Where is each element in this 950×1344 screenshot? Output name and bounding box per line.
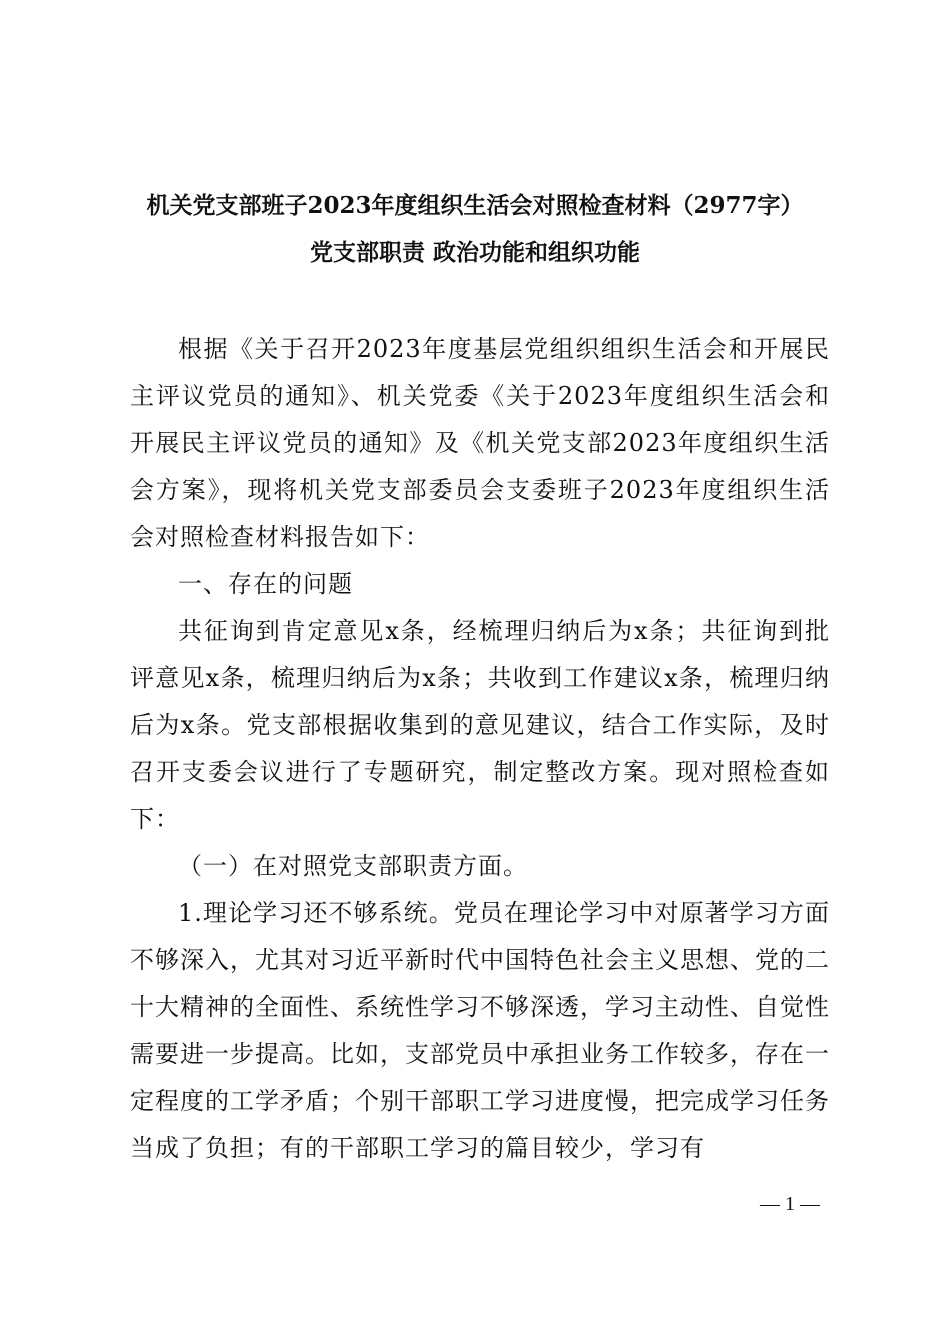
item-paragraph-theory-study: 1.理论学习还不够系统。党员在理论学习中对原著学习方面不够深入，尤其对习近平新时代中国特色社会主义思想、党的二十大精神的全面性、系统性学习不够深透，学习主动性、自觉性需要进一步提高。比如，支部党员中承担业务工作较多，存在一定程度的工学矛盾；个别干部职工学习进度慢，把完成学习任务当成了负担；有的干部职工学习的篇目较少，学习有 <box>130 899 830 1162</box>
subsection-heading-duties: （一）在对照党支部职责方面。 <box>178 852 528 880</box>
page-number: — 1 — <box>760 1193 820 1215</box>
document-subtitle: 党支部职责 政治功能和组织功能 <box>309 239 640 266</box>
section-heading-problems: 一、存在的问题 <box>178 570 353 598</box>
document-body <box>130 326 830 1172</box>
intro-paragraph: 根据《关于召开2023年度基层党组织组织生活会和开展民主评议党员的通知》、机关党委《关于2023年度组织生活会和开展民主评议党员的通知》及《机关党支部2023年度组织生活会方案》，现将机关党支部委员会支委班子2023年度组织生活会对照检查材料报告如下： <box>130 335 830 551</box>
feedback-paragraph: 共征询到肯定意见x条，经梳理归纳后为x条；共征询到批评意见x条，梳理归纳后为x条；共收到工作建议x条，梳理归纳后为x条。党支部根据收集到的意见建议，结合工作实际，及时召开支委会议进行了专题研究，制定整改方案。现对照检查如下： <box>130 617 830 833</box>
document-title: 机关党支部班子2023年度组织生活会对照检查材料（2977字） <box>146 192 804 219</box>
